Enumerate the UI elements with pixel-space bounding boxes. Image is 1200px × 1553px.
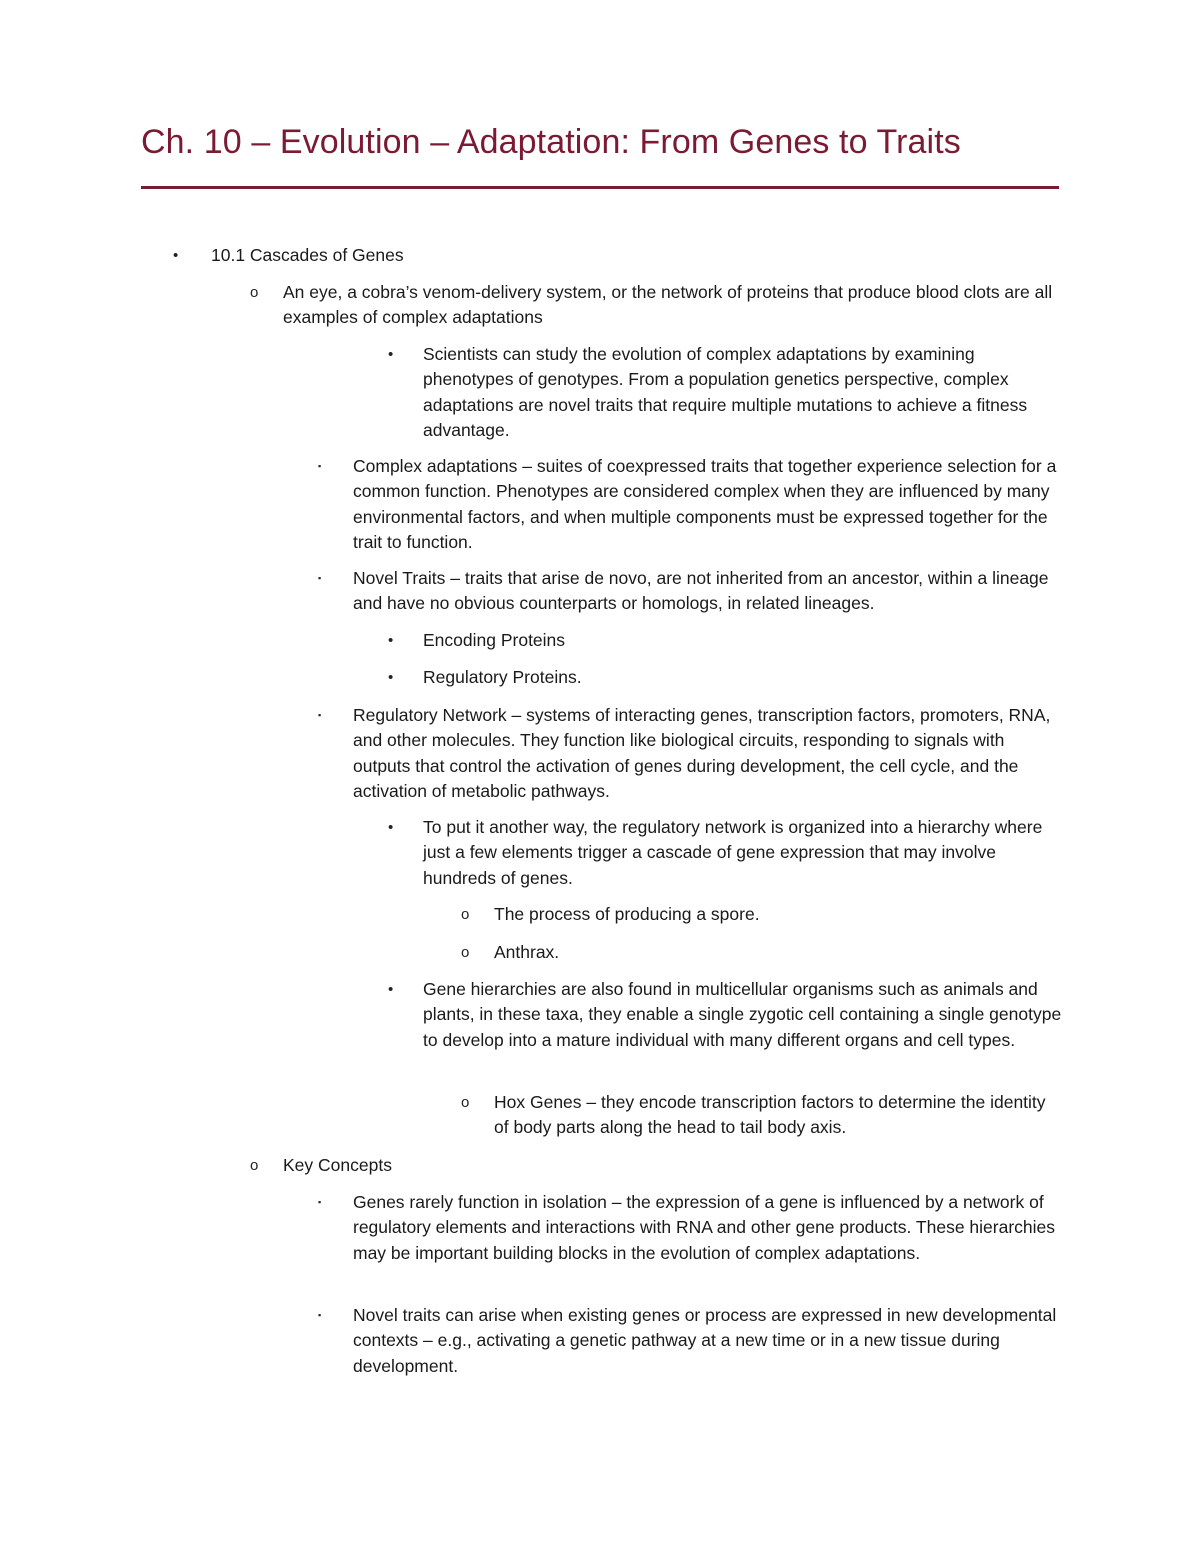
list-bullet-icon: o [250,284,259,301]
list-item: Novel traits can arise when existing genes or process are expressed in new developmental contexts – e.g., activating a genetic pathway at a new time or in a new tissue during development. [353,1305,1057,1376]
list-bullet-icon: ▪ [318,461,322,471]
list-item: To put it another way, the regulatory network is organized into a hierarchy where just a few elements trigger a cascade of gene expression that may involve hundreds of genes. [423,817,1043,888]
list-bullet-icon: ▪ [318,710,322,720]
list-bullet-icon: o [461,906,470,923]
list-bullet-icon: • [388,346,394,363]
list-item: Encoding Proteins [423,630,566,650]
list-item: An eye, a cobra’s venom-delivery system, or the network of proteins that produce blood clots are all examples of complex adaptations [283,282,1053,328]
list-bullet-icon: ▪ [318,1310,322,1320]
list-item: Complex adaptations – suites of coexpressed traits that together experience selection for a common function. Phenotypes are considered complex when they are influenced by many environmental factors, and when multiple components must be expressed together for the trait to function. [353,456,1057,552]
list-bullet-icon: o [461,944,470,961]
list-item: Key Concepts [283,1155,392,1175]
list-item: Regulatory Network – systems of interacting genes, transcription factors, promoters, RNA, and other molecules. They function like biological circuits, responding to signals with outputs that control the activation of genes during development, the cell cycle, and the activation of metabolic pathways. [353,705,1051,801]
list-item: Novel Traits – traits that arise de novo, are not inherited from an ancestor, within a lineage and have no obvious counterparts or homologs, in related lineages. [353,568,1049,614]
list-item: The process of producing a spore. [494,904,760,924]
list-bullet-icon: o [250,1157,259,1174]
list-bullet-icon: ▪ [318,573,322,583]
list-bullet-icon: • [388,632,394,649]
list-bullet-icon: • [388,981,394,998]
list-bullet-icon: ▪ [318,1197,322,1207]
list-item: Scientists can study the evolution of complex adaptations by examining phenotypes of genotypes. From a population genetics perspective, complex adaptations are novel traits that require multiple mutations to achieve a fitness advantage. [423,344,1028,440]
page-title: Ch. 10 – Evolution – Adaptation: From Genes to Traits [141,123,961,161]
list-item: Gene hierarchies are also found in multicellular organisms such as animals and plants, in these taxa, they enable a single zygotic cell containing a single genotype to develop into a mature individual with many different organs and cell types. [423,979,1062,1050]
list-bullet-icon: • [388,819,394,836]
list-bullet-icon: • [388,669,394,686]
list-bullet-icon: o [461,1094,470,1111]
list-item: Hox Genes – they encode transcription factors to determine the identity of body parts along the head to tail body axis. [494,1092,1046,1138]
list-item: Regulatory Proteins. [423,667,582,687]
list-item: Genes rarely function in isolation – the expression of a gene is influenced by a network of regulatory elements and interactions with RNA and other gene products. These hierarchies may be important building blocks in the evolution of complex adaptations. [353,1192,1056,1263]
title-divider [141,186,1059,189]
list-item: 10.1 Cascades of Genes [211,245,404,265]
list-bullet-icon: • [173,247,179,264]
list-item: Anthrax. [494,942,560,962]
